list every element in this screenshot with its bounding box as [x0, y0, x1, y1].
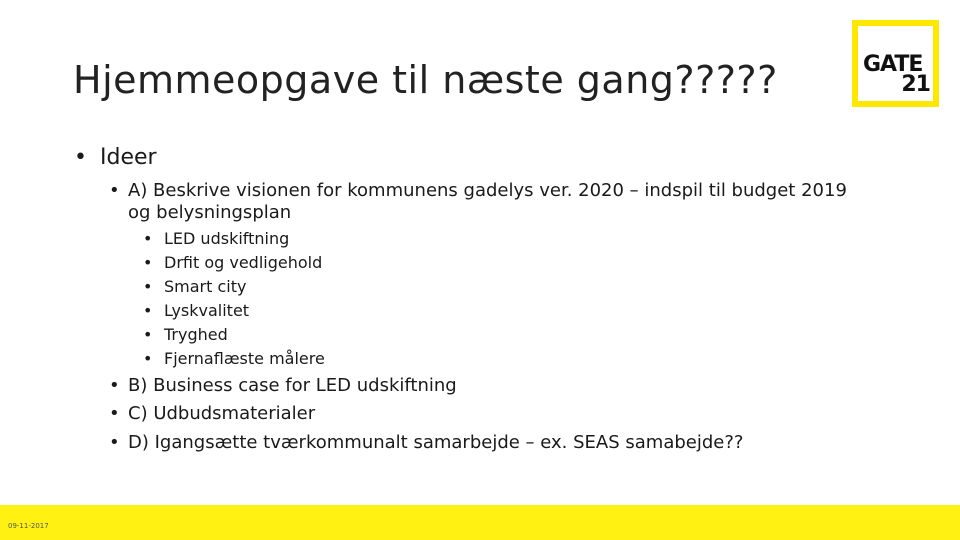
slide-title: Hjemmeopgave til næste gang????? [73, 58, 778, 102]
subitem-text: Smart city [164, 277, 247, 296]
gate21-logo [852, 20, 939, 107]
subitem-text: Fjernaflæste målere [164, 349, 325, 368]
logo-text-line2: 21 [901, 72, 930, 97]
bullet-dot: • [109, 180, 120, 201]
subitem-text: Drfit og vedligehold [164, 253, 323, 272]
subitem-text: Lyskvalitet [164, 301, 250, 320]
list-item-text: A) Beskrive visionen for kommunens gadelys ver. 2020 – indspil til budget 2019 og belysningsplan [128, 180, 847, 223]
bullet-dot: • [143, 325, 153, 344]
subitem-text: Tryghed [164, 325, 228, 344]
bullet-dot: • [109, 375, 120, 396]
footer-date: 09-11-2017 [8, 522, 49, 530]
bullet-dot: • [143, 349, 153, 368]
footer-bar [0, 505, 960, 540]
bullet-ideer [74, 145, 157, 170]
subitem-text: LED udskiftning [164, 229, 290, 248]
bullet-text: Ideer [99, 145, 157, 170]
bullet-dot: • [109, 432, 120, 453]
bullet-dot: • [143, 253, 153, 272]
list-item-text: B) Business case for LED udskiftning [128, 375, 457, 396]
bullet-dot: • [143, 301, 153, 320]
bullet-dot: • [143, 229, 153, 248]
bullet-dot: • [109, 403, 120, 424]
bullet-dot: • [74, 145, 87, 170]
list-item-text: C) Udbudsmaterialer [128, 403, 316, 424]
logo-text-line1: GATE [863, 52, 923, 77]
list-item-text: D) Igangsætte tværkommunalt samarbejde – ex. SEAS samabejde?? [128, 432, 744, 453]
bullet-dot: • [143, 277, 153, 296]
